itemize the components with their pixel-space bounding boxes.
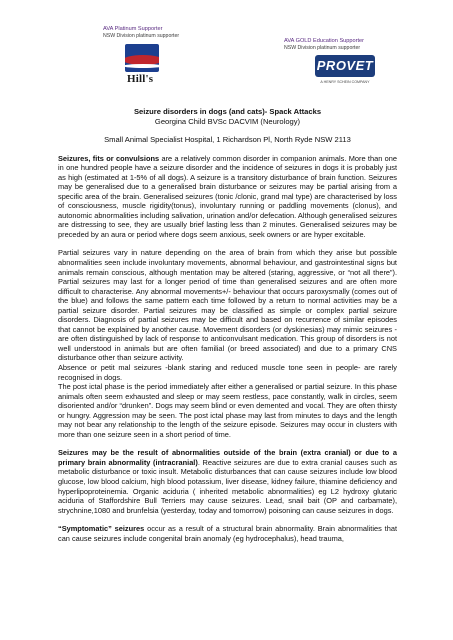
provet-tagline: A HENRY SCHEIN COMPANY: [320, 80, 370, 84]
hills-wordmark: Hill's: [127, 73, 154, 85]
gold-division-line: NSW Division platinum supporter: [284, 45, 361, 51]
gold-supporter-line: AVA GOLD Education Supporter: [284, 38, 365, 44]
provet-wordmark: PROVET: [316, 58, 374, 73]
paragraph-partial-seizures: Partial seizures vary in nature depending on the area of brain from which they arise but possible abnormalities seen include involuntary movements, abnormal behaviour, and gastrointestinal signs but animals remain conscious, although mentation may be altered (staring, aggressive, or “not all there”). Partial seizures may last for a longer period of time than generalised seizures and are often more difficult to characterise. Any abnormal movements+/- behaviour that occurs paroxysmally (comes out of the blue) and follows the same pattern each time followed by a return to normal activities may be a partial seizure disorder. Partial seizures may be classified as simple or complex partial seizure disorders. Diagnosis of partial seizures may be difficult and based on recurrence of similar episodes that cannot be explained by another cause. Movement disorders (or dyskinesias) may mimic seizures - are often distinguished by lack of response to anticonvulsant medication. This group of disorders is not well understood in animals but are often familial (or breed associated) and due to a primary CNS disturbance other than seizure activity.: [58, 248, 397, 363]
platinum-supporter-banner: [103, 26, 179, 40]
paragraph-lead: Seizures may be the result of abnormalities outside of the brain (extra cranial) or due to a primary brain abnormality (intracranial): [58, 448, 397, 467]
document-body: [58, 107, 397, 543]
platinum-supporter-line: AVA Platinum Supporter: [103, 26, 163, 32]
paragraph-seizures-intro: [58, 154, 397, 240]
gold-supporter-banner: [284, 38, 364, 52]
paragraph-text: . Reactive seizures are due to extra cranial causes such as metabolic disturbance or toxic insult. Metabolic disturbances that can cause seizures include low blood glucose, low blood calcium, high blood potassium, liver disease, kidney failure, thiamine deficiency and hyperlipoproteinemia. Organic aciduria ( inherited metabolic abnormalities) eg L2 hydroxy glutaric aciduria of Staffordshire Bull Terriers may cause seizures. Lead, snail bait (OP and carbamate), strychnine,1080 and brunfelsia (yesterday, today and tomorrow) poisoning can cause seizures in dogs.: [58, 457, 397, 515]
paragraph-lead: “Symptomatic” seizures: [58, 524, 145, 534]
paragraph-post-ictal: The post ictal phase is the period immediately after either a generalised or partial seizure. In this phase animals often seem exhausted and sleep or may seem restless, pace constantly, walk in circles, seem disoriented and/or “drunken”. Dogs may seem blind or even demented and vocal. They are often thirsty or hungry. Aggression may be seen. The post ictal phase may last from minutes to days and the length may not bear any relationship to the length of the seizure episode. Seizures may occur in clusters with more than one seizure seen in a short period of time.: [58, 382, 397, 439]
paragraph-causes: [58, 448, 397, 515]
document-address: Small Animal Specialist Hospital, 1 Richardson Pl, North Ryde NSW 2113: [104, 135, 351, 144]
platinum-division-line: NSW Division platinum supporter: [103, 33, 180, 39]
provet-logo: [315, 55, 375, 89]
paragraph-text: occur as a result of a structural brain abnormality. Brain abnormalities that can cause seizures include congenital brain anomaly (eg hydrocephalus), head trauma,: [58, 524, 397, 543]
document-title: Seizure disorders in dogs (and cats)- Spack Attacks: [133, 107, 322, 116]
paragraph-absence-seizures: Absence or petit mal seizures -blank staring and reduced muscle tone seen in people- are rarely recognised in dogs.: [58, 362, 397, 382]
paragraph-symptomatic: [58, 524, 397, 543]
paragraph-lead: Seizures, fits or convulsions: [58, 153, 160, 163]
logo-header: [0, 0, 453, 100]
document-author: Georgina Child BVSc DACVIM (Neurology): [154, 116, 301, 126]
paragraph-text: are a relatively common disorder in companion animals. More than one in one hundred people have a seizure disorder and the incidence of seizures in dogs it is probably just as high (estimated at 1-5% of all dogs). A seizure is a transitory disturbance of brain function. Seizures may be generalised due to a generalised brain disturbance or seizures may be partial arising from a specific area of the brain. Generalised seizures (tonic /clonic, grand mal type) are characterised by loss of consciousness, muscle rigidity(tonus), involuntary running or paddling movements (clonus), and autonomic abnormalities including salivation, urination and/or defecation. Although generalised seizures are distressing to see, they are usually brief lasting less than 2 minutes. Generalised seizures may be preceded by an aura or period where dogs seem anxious, seek owners or are hyper excitable.: [58, 153, 397, 239]
hills-logo: [123, 44, 161, 86]
hills-emblem-icon: [125, 44, 159, 72]
